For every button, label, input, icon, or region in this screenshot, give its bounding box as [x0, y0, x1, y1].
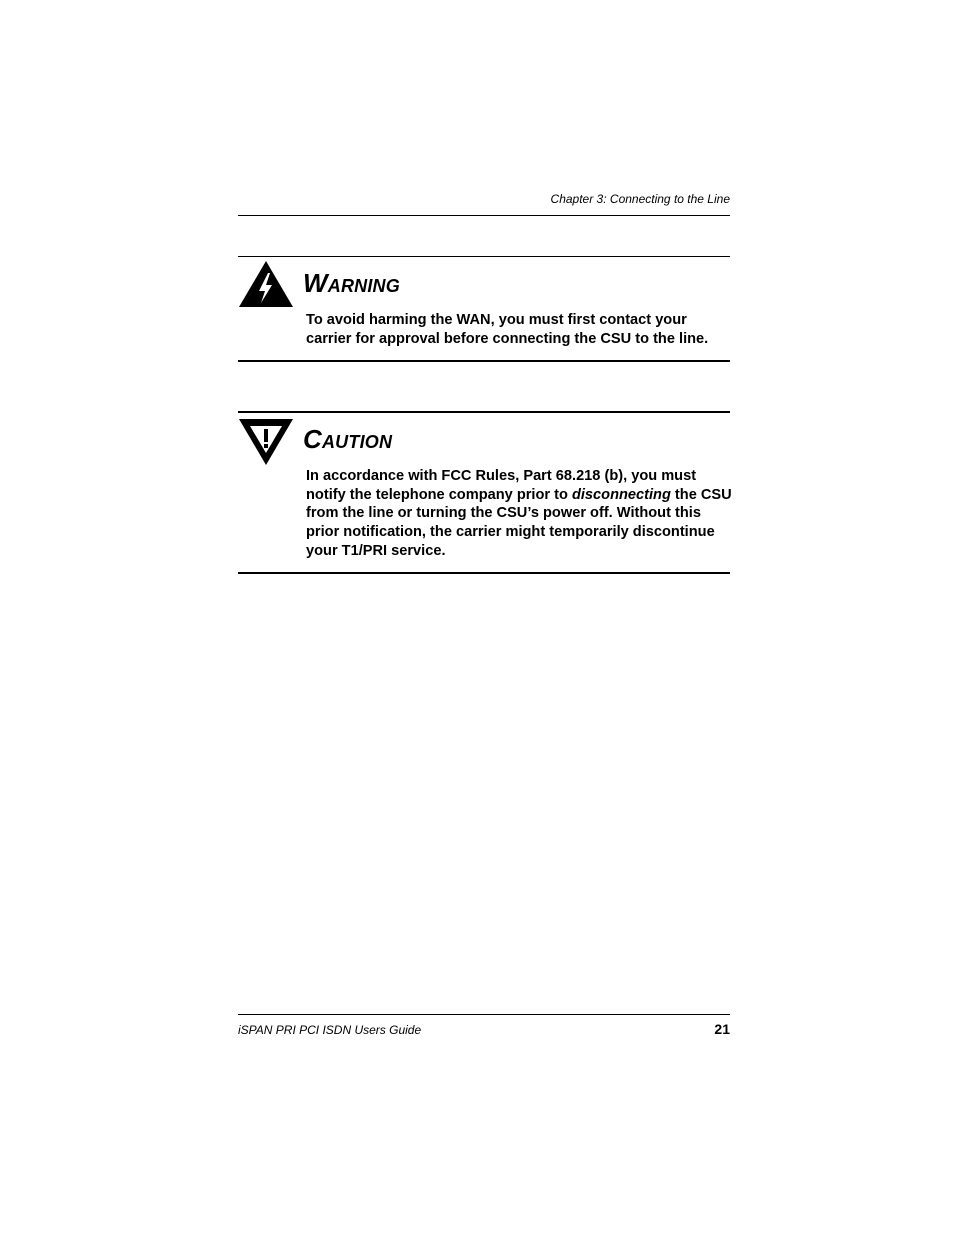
running-header: Chapter 3: Connecting to the Line [550, 192, 730, 206]
warning-lightning-icon [238, 260, 294, 308]
caution-body-text-1: In accordance with FCC Rules, Part 68.218 (b), you must notify the telephone company prior to [306, 468, 697, 503]
warning-bottom-rule [238, 360, 730, 362]
header-rule [238, 215, 730, 216]
warning-title: Warning [303, 268, 400, 298]
caution-title: Caution [303, 424, 393, 454]
page-number: 21 [714, 1021, 730, 1037]
caution-bottom-rule [238, 572, 730, 574]
caution-body-text-2: the CSU from the line or turning the CSU’s power off. Without this prior notification, the carrier might temporarily discontinue your T1/PRI service. [306, 486, 732, 559]
caution-top-rule [238, 411, 730, 413]
caution-body-emphasis: disconnecting [571, 486, 671, 503]
warning-body: To avoid harming the WAN, you must first contact your carrier for approval before connecting the CSU to the line. [306, 312, 709, 347]
footer-rule [238, 1014, 730, 1015]
caution-exclamation-icon [238, 418, 294, 466]
footer-guide-title: iSPAN PRI PCI ISDN Users Guide [238, 1023, 422, 1037]
caution-body [306, 467, 736, 561]
warning-top-rule [238, 256, 730, 257]
